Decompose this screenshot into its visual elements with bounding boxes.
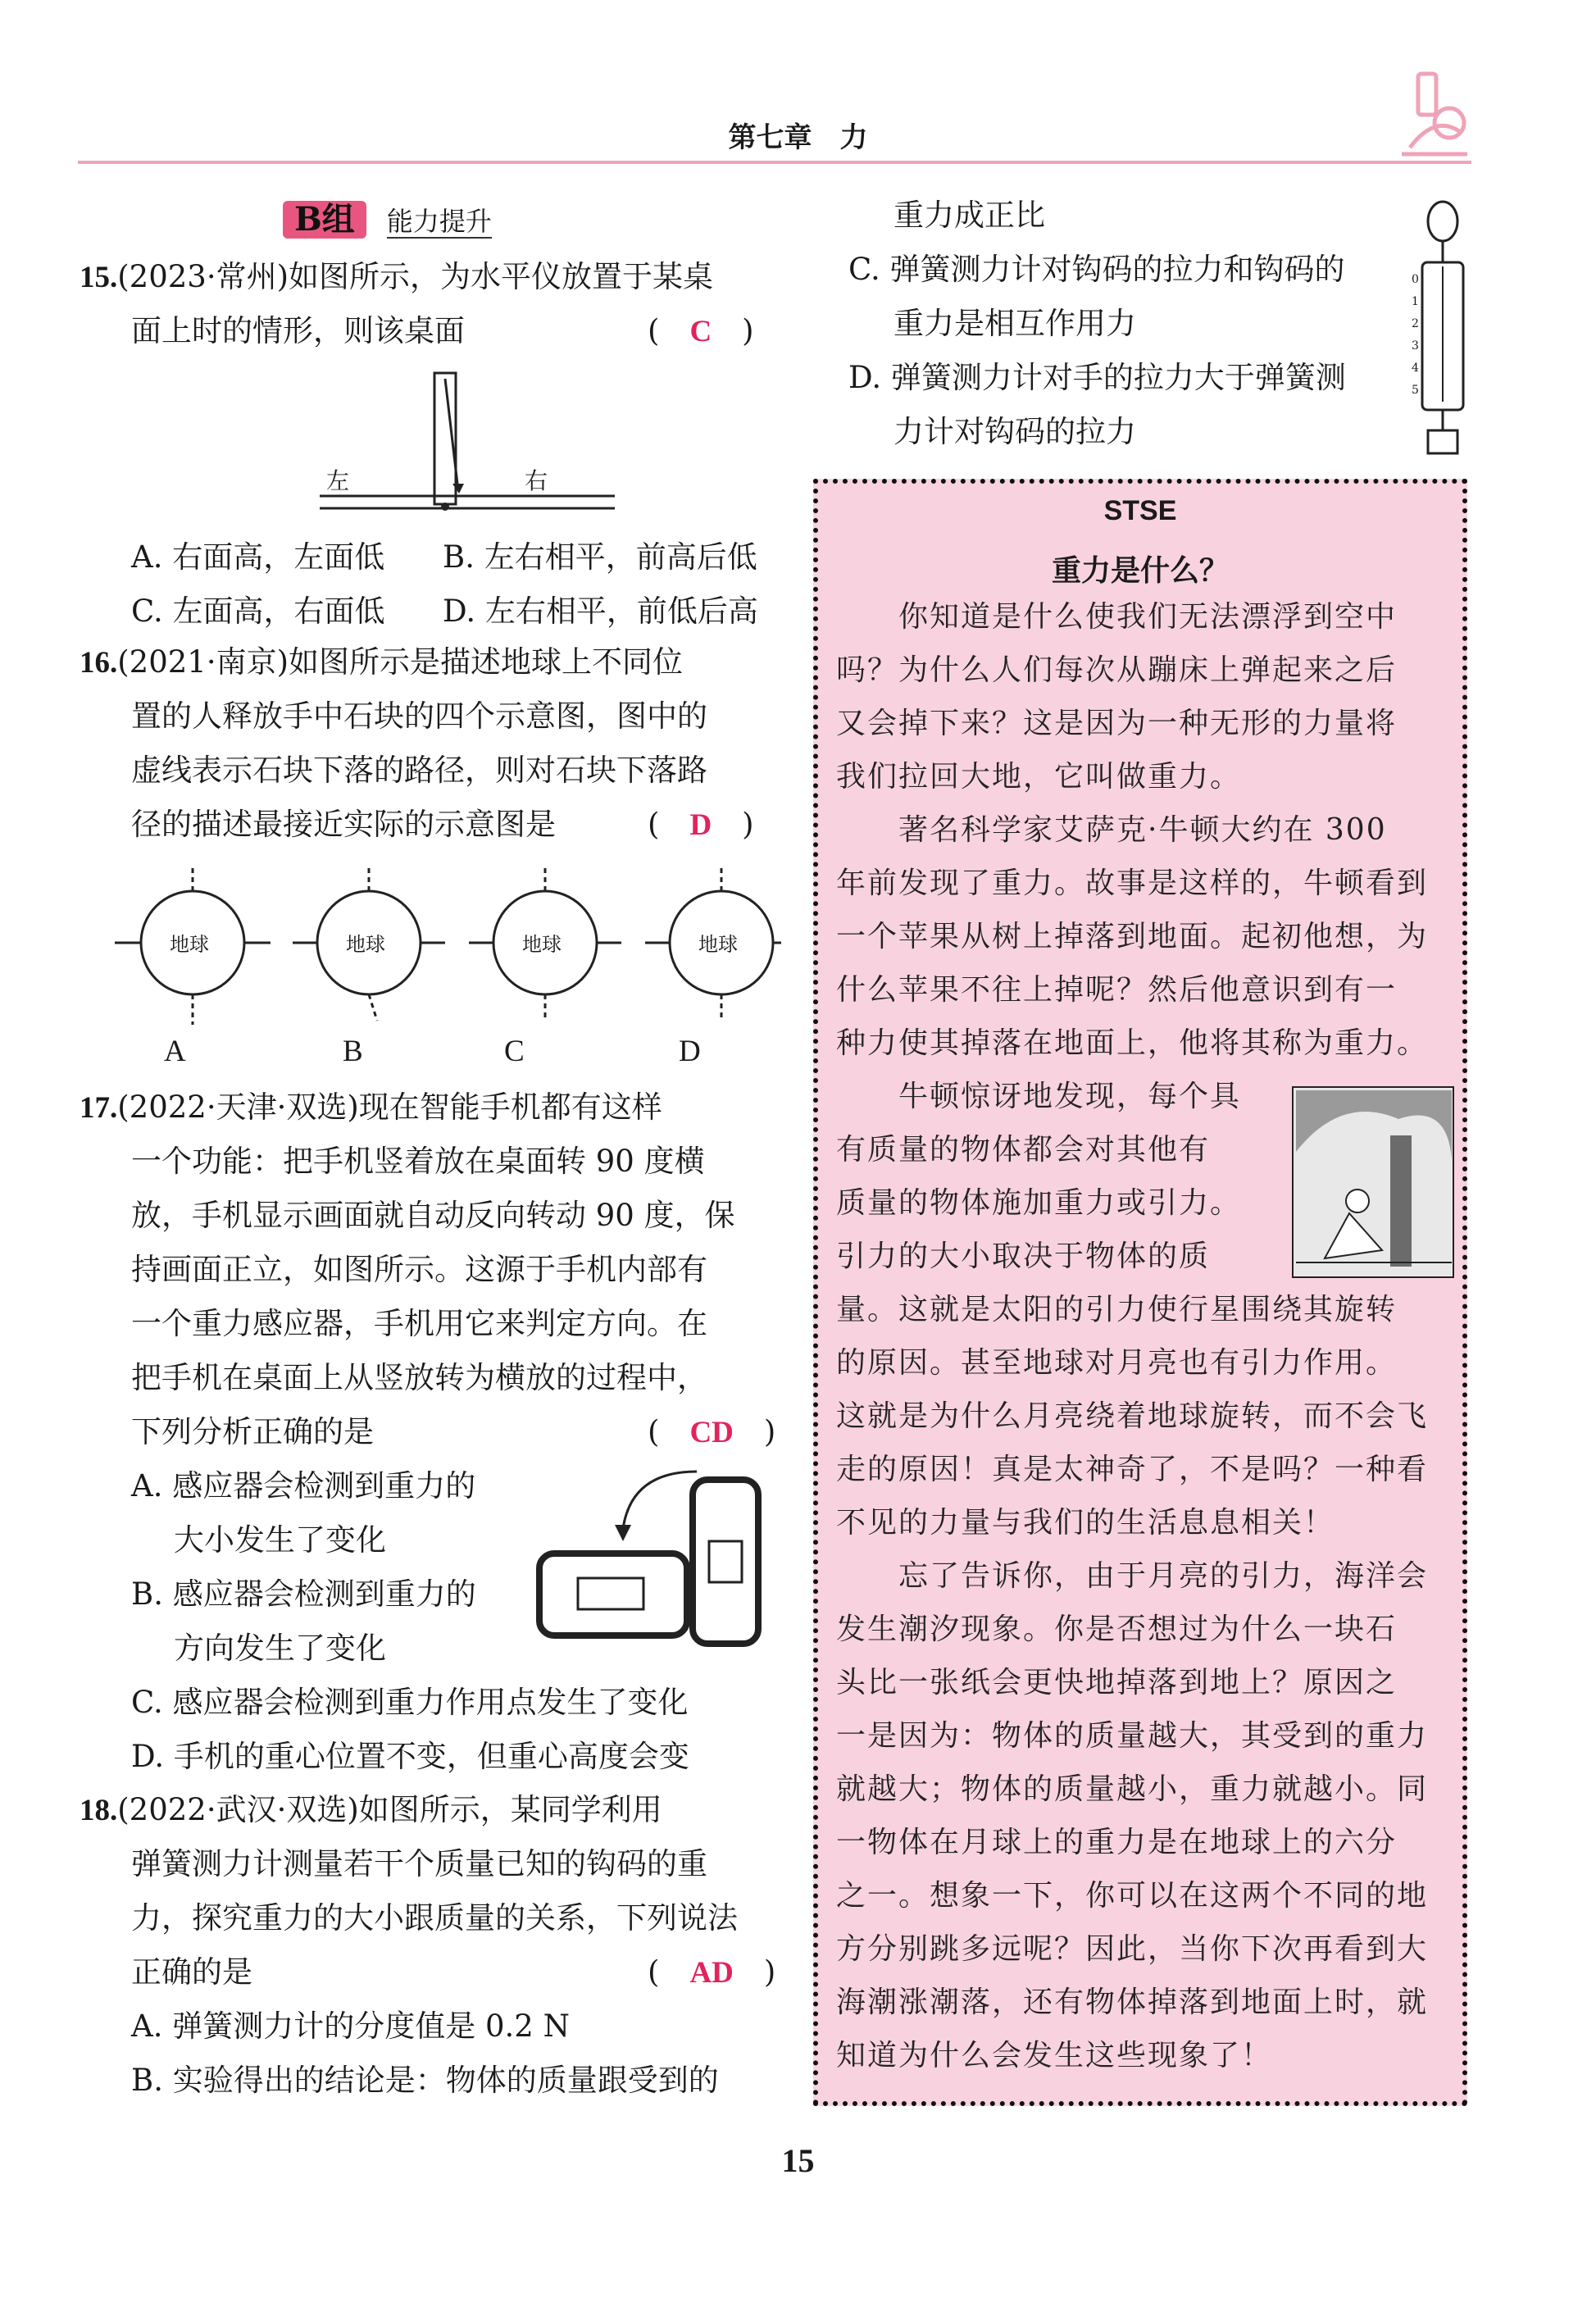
- q16-stem-4: 径的描述最接近实际的示意图是: [131, 807, 556, 842]
- stse-line: 吗？为什么人们每次从蹦床上弹起来之后: [836, 653, 1398, 687]
- globe-label-c: 地球: [522, 933, 562, 956]
- q18-answer-bracket: ( AD ): [648, 1954, 776, 1990]
- q18-stem-2: 弹簧测力计测量若干个质量已知的钩码的重: [131, 1846, 707, 1881]
- stse-line: 方分别跳多远呢？因此，当你下次再看到大: [836, 1932, 1429, 1966]
- spring-scale-figure: [1410, 197, 1476, 467]
- q15-option-d: D. 左右相平，前低后高: [443, 594, 758, 629]
- q17-option-b2: 方向发生了变化: [174, 1631, 386, 1666]
- q18-line1: [80, 1783, 662, 1838]
- scale-tick-3: 3: [1412, 339, 1419, 353]
- fig-label-b: B: [343, 1035, 363, 1068]
- q17-stem-2: 一个功能：把手机竖着放在桌面转 90 度横: [131, 1144, 705, 1179]
- globe-figures: [111, 861, 783, 1041]
- q16-answer: D: [689, 808, 712, 842]
- scale-tick-0: 0: [1412, 273, 1419, 286]
- stse-line: 知道为什么会发生这些现象了！: [836, 2039, 1273, 2072]
- q17-number: 17.: [80, 1091, 118, 1125]
- q18-stem-4: 正确的是: [131, 1954, 252, 1990]
- stse-line: 发生潮汐现象。你是否想过为什么一块石: [836, 1613, 1398, 1646]
- group-badge: B组: [283, 201, 366, 239]
- q17-stem-7: 下列分析正确的是: [131, 1414, 374, 1449]
- stse-line: 什么苹果不往上掉呢？然后他意识到有一: [836, 973, 1398, 1007]
- stse-paragraphs-2: [836, 1283, 1451, 2082]
- q18-option-d2: 力计对钩码的拉力: [893, 414, 1136, 449]
- q18-number: 18.: [80, 1794, 118, 1827]
- stse-line: 量。这就是太阳的引力使行星围绕其旋转: [836, 1293, 1398, 1326]
- q15-line1: [80, 250, 713, 305]
- q15-option-c: C. 左面高，右面低: [131, 594, 385, 629]
- stse-box: [813, 479, 1467, 2106]
- q17-stem-1: (2022·天津·双选)现在智能手机都有这样: [117, 1090, 662, 1125]
- group-title: 能力提升: [386, 206, 492, 237]
- q17-line1: [80, 1080, 662, 1135]
- q15-stem-1: (2023·常州)如图所示，为水平仪放置于某桌: [117, 259, 714, 294]
- q18-option-b1: B. 实验得出的结论是：物体的质量跟受到的: [131, 2063, 719, 2098]
- microscope-icon: [1385, 66, 1476, 164]
- stse-line: 不见的力量与我们的生活息息相关！: [836, 1506, 1335, 1540]
- level-figure: [311, 369, 623, 516]
- globe-label-a: 地球: [170, 933, 209, 956]
- stse-line: 一物体在月球上的重力是在地球上的六分: [836, 1826, 1398, 1859]
- q17-stem-4: 持画面正立，如图所示。这源于手机内部有: [131, 1252, 707, 1287]
- q18-stem-3: 力，探究重力的大小跟质量的关系，下列说法: [131, 1900, 738, 1936]
- q15-option-a: A. 右面高，左面低: [131, 539, 385, 575]
- header-divider: [78, 161, 1471, 164]
- newton-tree-illustration: [1292, 1086, 1454, 1278]
- q16-stem-3: 虚线表示石块下落的路径，则对石块下落路: [131, 753, 707, 788]
- stse-line: 一个苹果从树上掉落到地面。起初他想，为: [836, 920, 1429, 953]
- scale-tick-2: 2: [1412, 317, 1419, 330]
- stse-paragraph-short: [836, 1070, 1279, 1283]
- stse-line: 引力的大小取决于物体的质: [836, 1240, 1211, 1273]
- q16-stem-1: (2021·南京)如图所示是描述地球上不同位: [117, 644, 684, 680]
- q17-option-d: D. 手机的重心位置不变，但重心高度会变: [131, 1739, 689, 1774]
- scale-tick-5: 5: [1412, 384, 1419, 397]
- q15-number: 15.: [80, 261, 118, 294]
- q16-line1: [80, 635, 683, 690]
- q18-option-a: A. 弹簧测力计的分度值是 0.2 N: [131, 2008, 570, 2044]
- q17-answer-bracket: ( CD ): [648, 1414, 776, 1449]
- globe-label-b: 地球: [346, 933, 385, 956]
- q18-stem-1: (2022·武汉·双选)如图所示，某同学利用: [117, 1792, 662, 1827]
- stse-line: 牛顿惊讶地发现，每个具: [836, 1080, 1242, 1113]
- q18-option-b2: 重力成正比: [893, 198, 1045, 233]
- q18-option-c2: 重力是相互作用力: [893, 306, 1136, 341]
- stse-line: 海潮涨潮落，还有物体掉落到地面上时，就: [836, 1986, 1429, 2019]
- q17-option-c: C. 感应器会检测到重力作用点发生了变化: [131, 1685, 689, 1720]
- q18-answer: AD: [689, 1956, 734, 1990]
- stse-line: 质量的物体施加重力或引力。: [836, 1186, 1242, 1220]
- q16-answer-bracket: ( D ): [648, 807, 754, 842]
- q15-answer-bracket: ( C ): [648, 313, 754, 348]
- stse-line: 年前发现了重力。故事是这样的，牛顿看到: [836, 867, 1429, 900]
- fig-label-c: C: [504, 1035, 525, 1068]
- page-number: 15: [781, 2142, 815, 2179]
- q15-stem-2: 面上时的情形，则该桌面: [131, 313, 465, 348]
- fig-left-label: 左: [326, 467, 350, 494]
- q16-number: 16.: [80, 646, 118, 680]
- stse-line: 头比一张纸会更快地掉落到地上？原因之: [836, 1666, 1398, 1699]
- stse-line: 就越大；物体的质量越小，重力就越小。同: [836, 1772, 1429, 1806]
- q17-option-a2: 大小发生了变化: [174, 1522, 386, 1558]
- chapter-title: 第七章 力: [728, 121, 868, 154]
- q17-stem-6: 把手机在桌面上从竖放转为横放的过程中，: [131, 1360, 707, 1395]
- q17-answer: CD: [689, 1416, 734, 1449]
- scale-tick-4: 4: [1412, 362, 1419, 375]
- phone-figure: [533, 1463, 762, 1652]
- globe-diagrams: [111, 861, 783, 1025]
- stse-line: 一是因为：物体的质量越大，其受到的重力: [836, 1719, 1429, 1753]
- q17-option-a1: A. 感应器会检测到重力的: [131, 1468, 476, 1504]
- q17-option-b1: B. 感应器会检测到重力的: [131, 1576, 476, 1612]
- stse-line: 有质量的物体都会对其他有: [836, 1133, 1211, 1167]
- scale-tick-1: 1: [1412, 295, 1419, 308]
- stse-line: 著名科学家艾萨克·牛顿大约在 300: [836, 813, 1387, 847]
- group-header: [283, 201, 492, 239]
- q17-stem-3: 放，手机显示画面就自动反向转动 90 度，保: [131, 1198, 735, 1233]
- stse-line: 之一。想象一下，你可以在这两个不同的地: [836, 1879, 1429, 1913]
- stse-line: 种力使其掉落在地面上，他将其称为重力。: [836, 1026, 1429, 1060]
- stse-line: 我们拉回大地，它叫做重力。: [836, 760, 1242, 794]
- spring-scale-drawing: [1410, 197, 1476, 467]
- q15-answer: C: [689, 315, 712, 348]
- q18-option-c1: C. 弹簧测力计对钩码的拉力和钩码的: [848, 252, 1345, 287]
- stse-line: 这就是为什么月亮绕着地球旋转，而不会飞: [836, 1399, 1429, 1433]
- q15-option-b: B. 左右相平，前高后低: [443, 539, 757, 575]
- stse-line: 走的原因！真是太神奇了，不是吗？一种看: [836, 1453, 1429, 1486]
- fig-label-a: A: [164, 1035, 186, 1068]
- stse-title: 重力是什么？: [1051, 553, 1229, 588]
- q17-stem-5: 一个重力感应器，手机用它来判定方向。在: [131, 1306, 707, 1341]
- stse-line: 的原因。甚至地球对月亮也有引力作用。: [836, 1346, 1398, 1380]
- stse-line: 又会掉下来？这是因为一种无形的力量将: [836, 707, 1398, 740]
- fig-label-d: D: [679, 1035, 701, 1068]
- stse-line: 你知道是什么使我们无法漂浮到空中: [836, 600, 1398, 634]
- globe-label-d: 地球: [698, 933, 738, 956]
- q16-stem-2: 置的人释放手中石块的四个示意图，图中的: [131, 698, 707, 734]
- stse-paragraphs-1: [836, 590, 1451, 1070]
- q18-option-d1: D. 弹簧测力计对手的拉力大于弹簧测: [848, 360, 1346, 395]
- fig-right-label: 右: [525, 467, 548, 494]
- stse-label: STSE: [1103, 495, 1177, 526]
- stse-line: 忘了告诉你，由于月亮的引力，海洋会: [836, 1559, 1429, 1593]
